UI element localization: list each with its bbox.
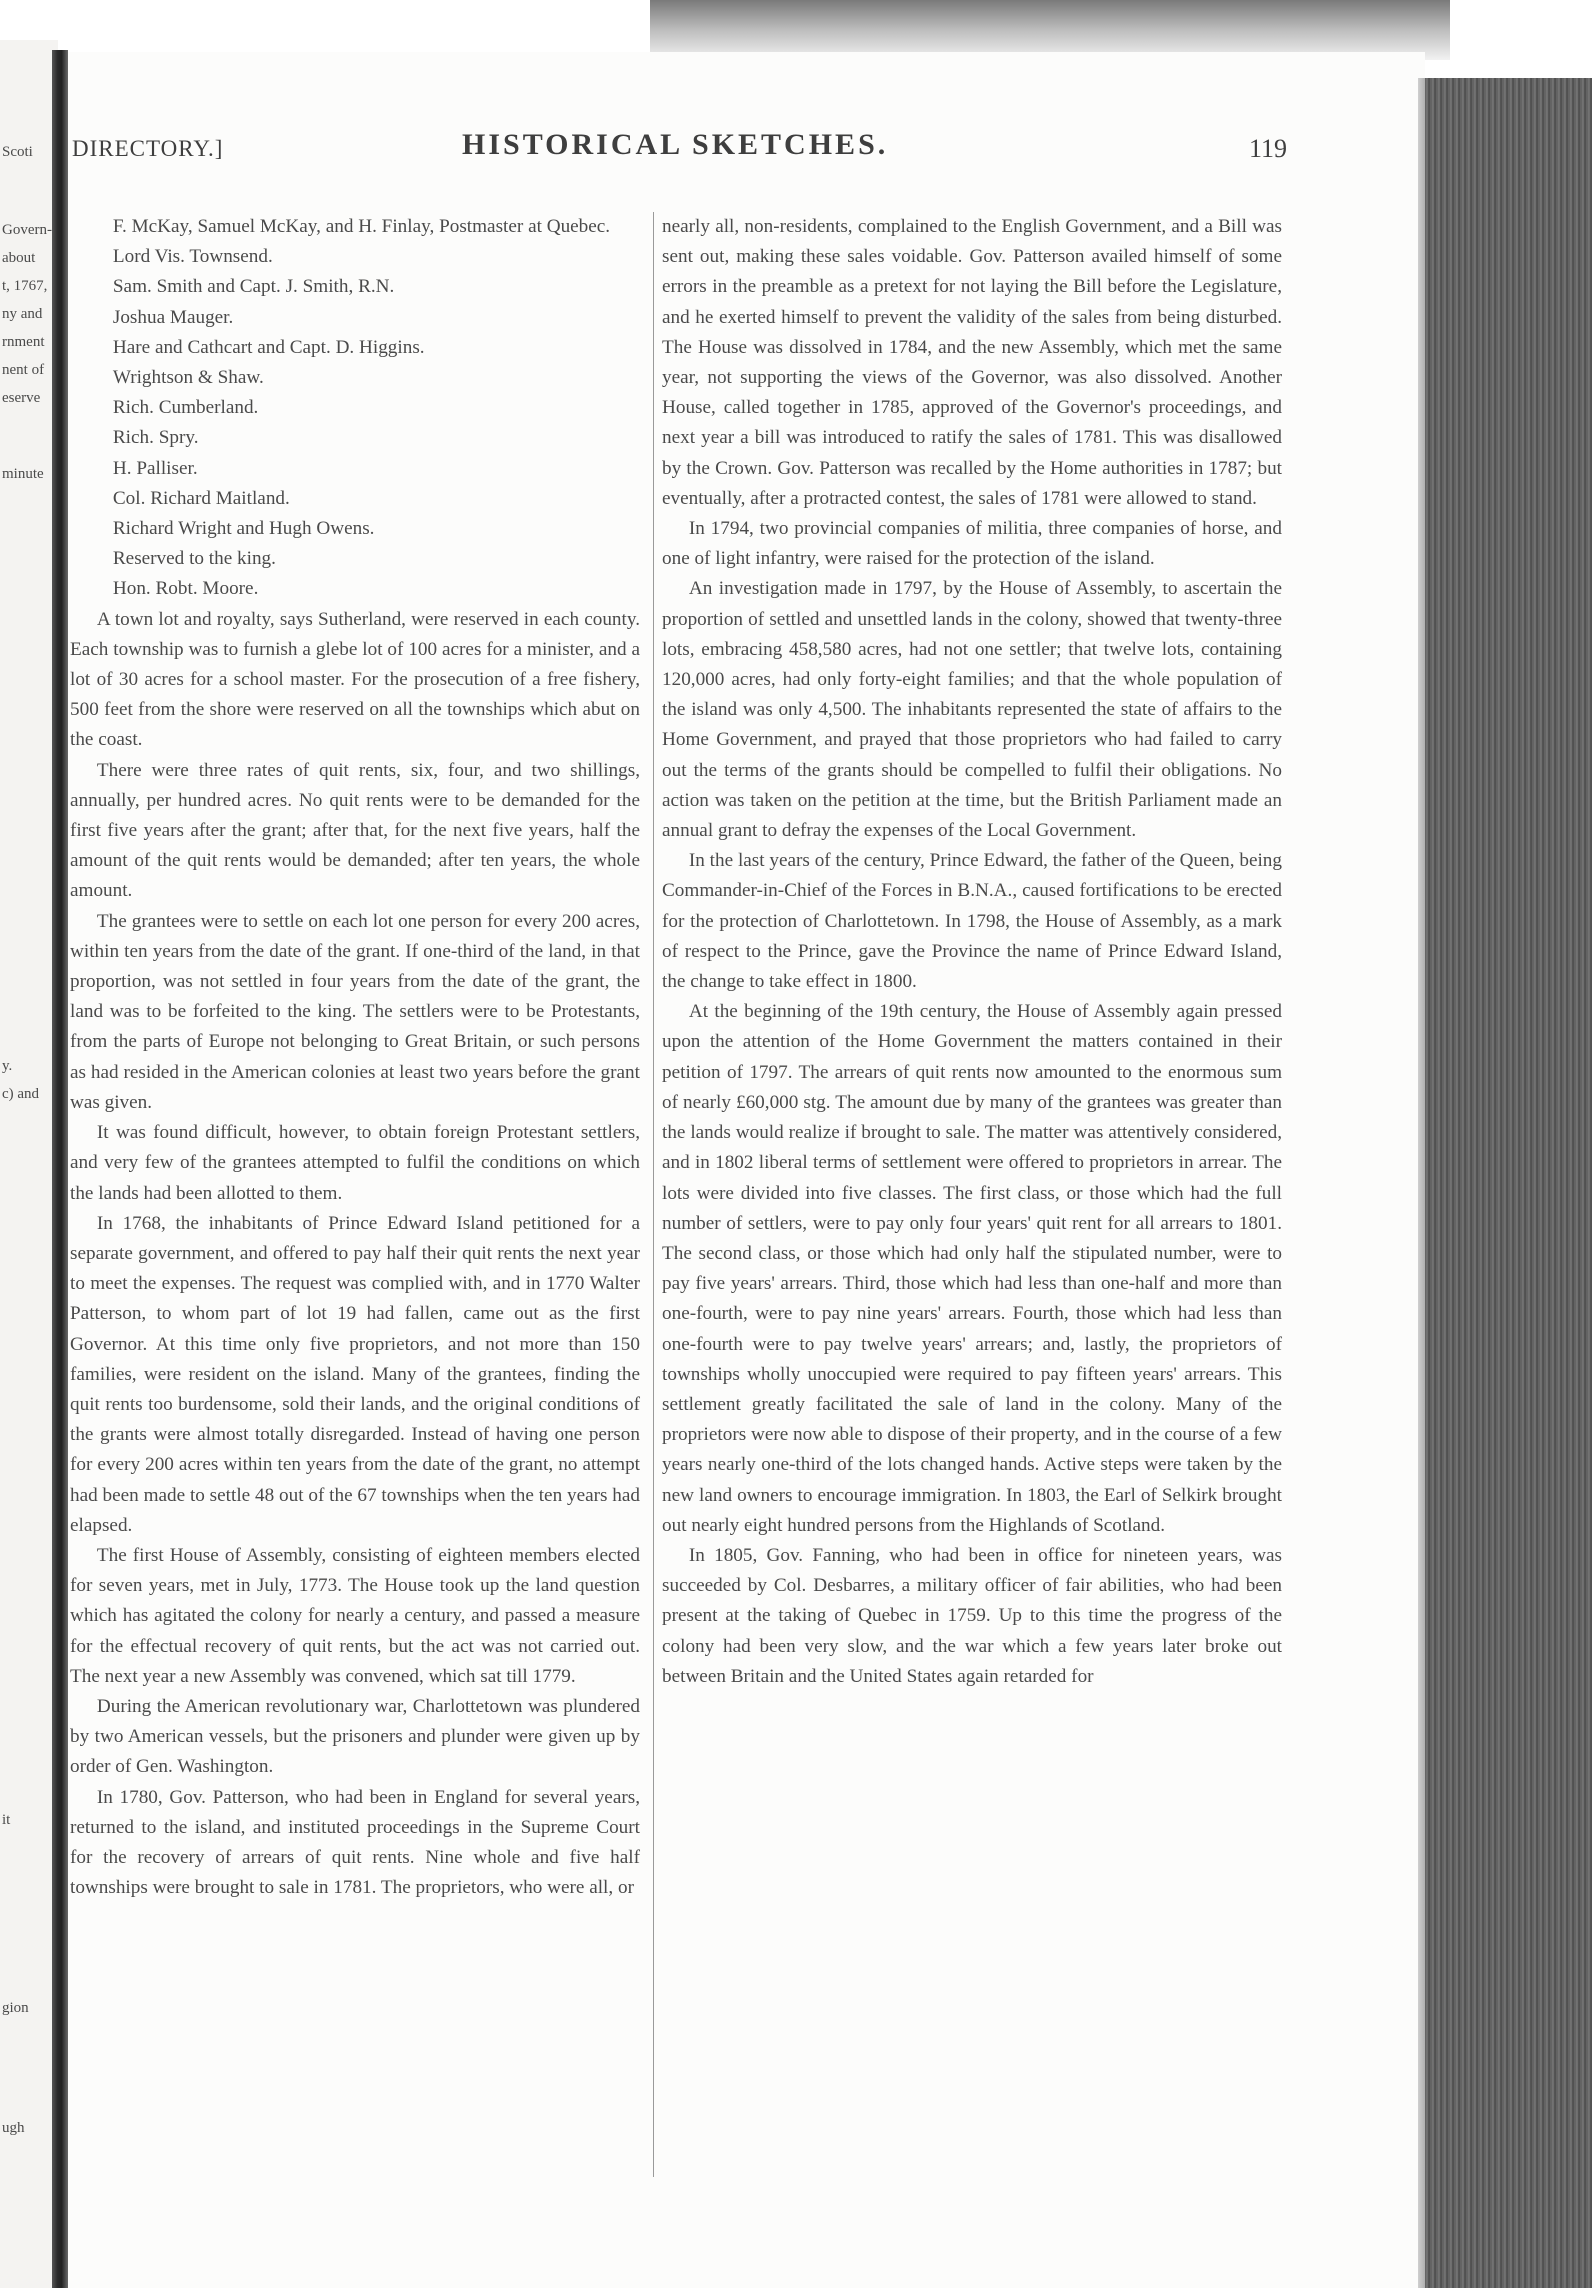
margin-fragment: eserve	[2, 390, 41, 406]
margin-fragment: rnment	[2, 334, 45, 350]
paragraph: There were three rates of quit rents, six, four, and two shillings, annually, per hundred acres. No quit rents were to be demanded for the first five years after the grant; after that, for the next five years, half the amount of the quit rents would be demanded; after ten years, the whole amount.	[70, 759, 640, 902]
lot-entry: Hon. Robt. Moore.	[112, 578, 259, 600]
margin-fragment: it	[2, 1812, 11, 1828]
margin-fragment: Scoti	[2, 144, 33, 160]
margin-fragment: c) and	[2, 1086, 40, 1102]
lot-entry: Sam. Smith and Capt. J. Smith, R.N.	[112, 276, 395, 298]
lot-entry: Wrightson & Shaw.	[112, 367, 264, 389]
running-header	[72, 128, 1287, 168]
paragraph: In 1780, Gov. Patterson, who had been in England for several years, returned to the island, and instituted proceedings in the Supreme Court for the recovery of arrears of quit rents. Nine whole and five half townships were brought to sale in 1781. The proprietors, who were all, or	[70, 1786, 640, 1899]
margin-fragment: t, 1767,	[2, 278, 48, 294]
column-rule	[653, 212, 654, 2177]
top-shadow	[650, 0, 1450, 60]
lot-entry: F. McKay, Samuel McKay, and H. Finlay, Postmaster at Quebec.	[112, 216, 611, 237]
adjacent-page	[0, 40, 58, 2288]
paragraph: It was found difficult, however, to obtain foreign Protestant settlers, and very few of the grantees attempted to fulfil the conditions on which the lands had been allotted to them.	[70, 1122, 640, 1204]
margin-fragment: Govern-	[2, 222, 52, 238]
book-gutter	[52, 50, 68, 2288]
page-stack	[1425, 78, 1592, 2288]
page-number: 119	[1248, 134, 1287, 163]
margin-fragment: minute	[2, 466, 44, 482]
paragraph: In 1768, the inhabitants of Prince Edward Island petitioned for a separate government, and offered to pay half their quit rents the next year to meet the expenses. The request was complied with, and in 1770 Walter Patterson, to whom part of lot 19 had fallen, came out as the first Governor. At this time only five proprietors, and not more than 150 families, were resident on the island. Many of the grantees, finding the quit rents too burdensome, sold their lands, and the original conditions of the grants were almost totally disregarded. Instead of having one person for every 200 acres within ten years from the date of the grant, no attempt had been made to settle 48 out of the 67 townships when the ten years had elapsed.	[70, 1212, 640, 1536]
paragraph: In the last years of the century, Prince Edward, the father of the Queen, being Commander-in-Chief of the Forces in B.N.A., caused fortifications to be erected for the protection of Charlottetown. In 1798, the House of Assembly, as a mark of respect to the Prince, gave the Province the name of Prince Edward Island, the change to take effect in 1800.	[662, 850, 1282, 993]
paragraph: The first House of Assembly, consisting of eighteen members elected for seven years, met in July, 1773. The House took up the land question which has agitated the colony for nearly a century, and passed a measure for the effectual recovery of quit rents, but the act was not carried out. The next year a new Assembly was convened, which sat till 1779.	[70, 1544, 640, 1687]
lot-entry: Col. Richard Maitland.	[112, 487, 290, 509]
margin-fragment: ugh	[2, 2120, 25, 2136]
paragraph: The grantees were to settle on each lot one person for every 200 acres, within ten years from the date of the grant. If one-third of the land, in that proportion, was not settled in four years from the date of the grant, the land was to be forfeited to the king. The settlers were to be Protestants, from the parts of Europe not belonging to Great Britain, or such persons as had resided in the American colonies at least two years before the grant was given.	[70, 910, 640, 1113]
paragraph: nearly all, non-residents, complained to the English Government, and a Bill was sent out, making these sales voidable. Gov. Patterson availed himself of some errors in the preamble as a pretext for not laying the Bill before the Legislature, and he exerted himself to prevent the validity of the sales from being disturbed. The House was dissolved in 1784, and the new Assembly, which met the same year, not supporting the views of the Governor, was also dissolved. Another House, called together in 1785, approved of the Governor's proceedings, and next year a bill was introduced to ratify the sales of 1781. This was disallowed by the Crown. Gov. Patterson was recalled by the Home authorities in 1787; but eventually, after a protracted contest, the sales of 1781 were allowed to stand.	[662, 216, 1282, 509]
lot-entry: Richard Wright and Hugh Owens.	[112, 518, 375, 540]
lot-entry: Lord Vis. Townsend.	[112, 246, 273, 268]
lot-entry: Reserved to the king.	[112, 548, 276, 570]
header-section: DIRECTORY.]	[72, 136, 224, 161]
lot-entry: Joshua Mauger.	[112, 306, 234, 328]
margin-fragment: gion	[2, 2000, 29, 2016]
lot-entry: Rich. Cumberland.	[112, 397, 259, 419]
paragraph: An investigation made in 1797, by the House of Assembly, to ascertain the proportion of settled and unsettled lands in the colony, showed that twenty-three lots, embracing 458,580 acres, had not one settler; that twelve lots, containing 120,000 acres, had only forty-eight families; and that the whole population of the island was only 4,500. The inhabitants represented the state of affairs to the Home Government, and prayed that those proprietors who had failed to carry out the terms of the grants should be compelled to fulfil their obligations. No action was taken on the petition at the time, but the British Parliament made an annual grant to defray the expenses of the Local Government.	[662, 578, 1282, 842]
paragraph: In 1805, Gov. Fanning, who had been in office for nineteen years, was succeeded by Col. Desbarres, a military officer of fair abilities, who had been present at the taking of Quebec in 1759. Up to this time the progress of the colony had been very slow, and the war which a few years later broke out between Britain and the United States again retarded for	[662, 1544, 1282, 1687]
right-column	[662, 212, 1282, 1692]
margin-fragment: y.	[2, 1058, 13, 1074]
paragraph: At the beginning of the 19th century, the House of Assembly again pressed upon the attention of the Home Government the matters contained in their petition of 1797. The arrears of quit rents now amounted to the enormous sum of nearly £60,000 stg. The amount due by many of the grantees was greater than the lands would realize if brought to sale. The matter was attentively considered, and in 1802 liberal terms of settlement were offered to proprietors in arrear. The lots were divided into five classes. The first class, or those which had the full number of settlers, were to pay only four years' quit rent for all arrears to 1801. The second class, or those which had only half the stipulated number, were to pay five years' arrears. Third, those which had less than one-half and more than one-fourth, were to pay nine years' arrears. Fourth, those which had less than one-fourth were to pay twelve years' arrears; and, lastly, the proprietors of townships wholly unoccupied were required to pay fifteen years' arrears. This settlement greatly facilitated the sale of land in the colony. Many of the proprietors were now able to dispose of their property, and in the course of a few years nearly one-third of the lots changed hands. Active steps were taken by the new land owners to encourage immigration. In 1803, the Earl of Selkirk brought out nearly eight hundred persons from the Highlands of Scotland.	[662, 1001, 1283, 1536]
paragraph: A town lot and royalty, says Sutherland, were reserved in each county. Each township was to furnish a glebe lot of 100 acres for a minister, and a lot of 30 acres for a school master. For the prosecution of a free fishery, 500 feet from the shore were reserved on all the townships which abut on the coast.	[70, 608, 640, 751]
margin-fragment: ny and	[2, 306, 43, 322]
left-column	[70, 212, 640, 1903]
margin-fragment: about	[2, 250, 36, 266]
page-title: HISTORICAL SKETCHES.	[462, 128, 889, 161]
paragraph: In 1794, two provincial companies of militia, three companies of horse, and one of light infantry, were raised for the protection of the island.	[662, 518, 1282, 570]
margin-fragment: nent of	[2, 362, 45, 378]
lot-entry: H. Palliser.	[112, 457, 198, 479]
lot-entry: Hare and Cathcart and Capt. D. Higgins.	[112, 336, 425, 358]
paragraph: During the American revolutionary war, Charlottetown was plundered by two American vessels, but the prisoners and plunder were given up by order of Gen. Washington.	[70, 1695, 640, 1778]
lot-entry: Rich. Spry.	[112, 427, 199, 449]
